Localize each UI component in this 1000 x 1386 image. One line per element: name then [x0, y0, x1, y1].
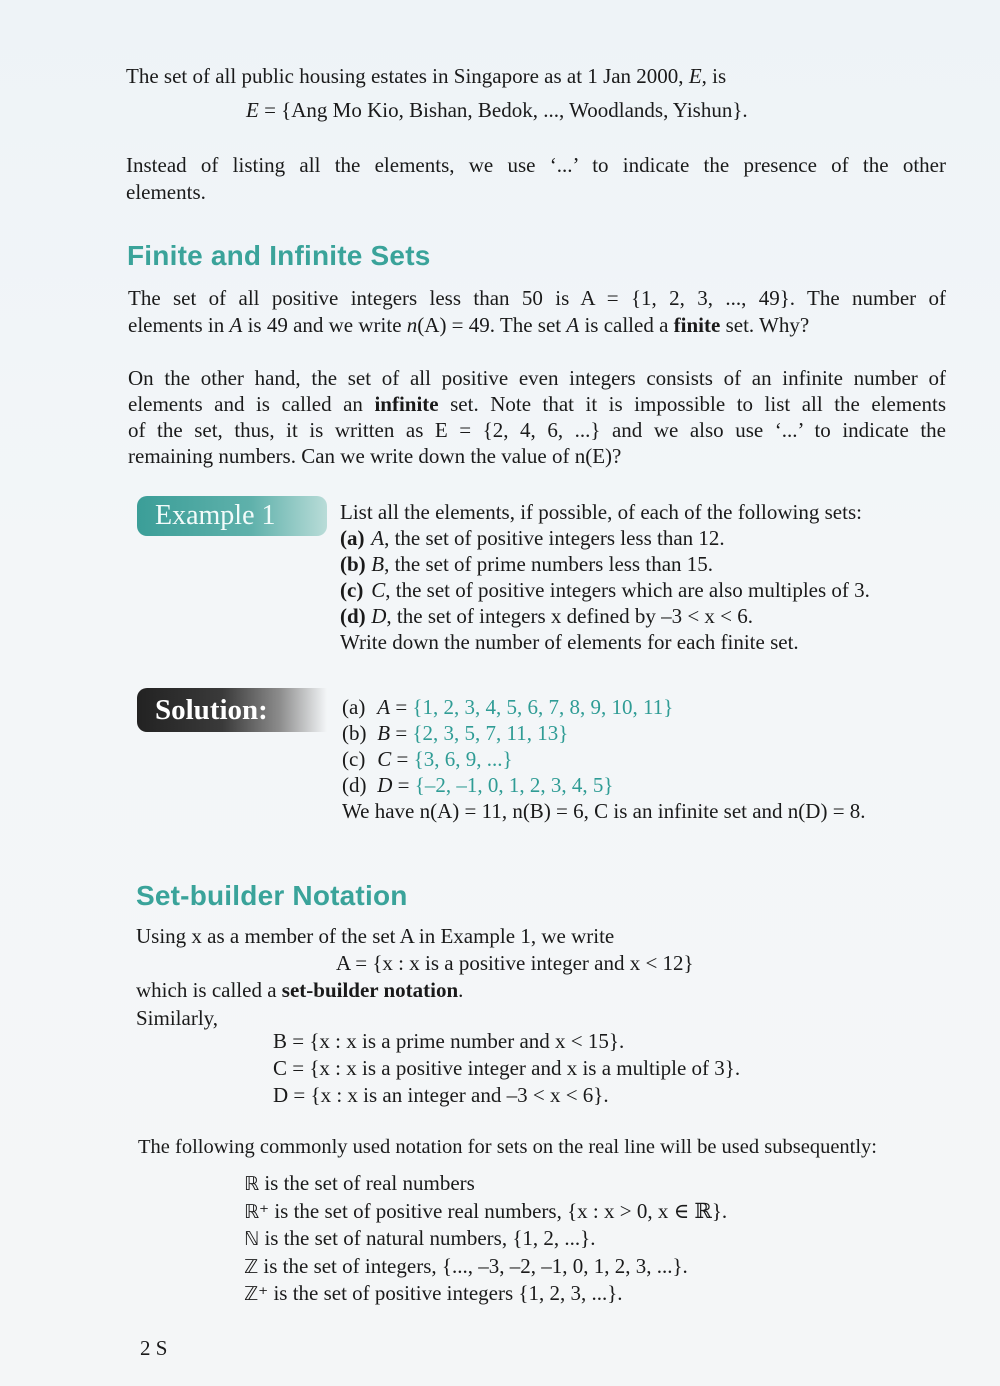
set-symbol-icon: ℕ — [244, 1228, 260, 1250]
intro-paragraph — [126, 152, 946, 206]
item-eq: = — [392, 773, 415, 797]
set-builder-equation-c: C = {x : x is a positive integer and x is a multiple of 3}. — [273, 1056, 741, 1080]
text: set. Why? — [720, 313, 810, 337]
item-var: D — [371, 604, 387, 628]
text: . — [458, 978, 464, 1002]
solution-item — [342, 772, 952, 798]
solution-summary: We have n(A) = 11, n(B) = 6, C is an infinite set and n(D) = 8. — [342, 799, 866, 823]
item-eq: = — [391, 747, 414, 771]
item-label: (c) — [340, 578, 364, 602]
notation-item — [244, 1198, 727, 1226]
solution-item — [342, 720, 952, 746]
answer-set: {2, 3, 5, 7, 11, 13} — [412, 721, 569, 745]
set-builder-intro: Using x as a member of the set A in Example 1, we write — [136, 924, 615, 948]
example-closing: Write down the number of elements for each finite set. — [340, 630, 799, 654]
item-label: (b) — [340, 552, 366, 576]
notation-text: is the set of real numbers — [259, 1171, 475, 1195]
item-label: (a) — [340, 526, 365, 550]
set-builder-equation-a: A = {x : x is a positive integer and x < 12} — [336, 951, 694, 975]
item-label: (d) — [342, 773, 367, 797]
notation-item — [244, 1225, 727, 1253]
set-symbol-icon: ℤ⁺ — [244, 1283, 269, 1305]
set-symbol-icon: ℤ — [244, 1255, 259, 1278]
equation-var: E — [246, 98, 259, 122]
section-heading-set-builder: Set-builder Notation — [136, 880, 408, 911]
intro-text-end: , is — [701, 64, 727, 88]
item-text: , the set of prime numbers less than 15. — [384, 552, 714, 576]
text: which is called a — [136, 978, 282, 1002]
answer-set: {3, 6, 9, ...} — [413, 747, 513, 771]
example-prompt: List all the elements, if possible, of each of the following sets: — [340, 500, 862, 524]
infinite-paragraph-line — [128, 391, 946, 417]
solution-item — [342, 694, 952, 720]
set-symbol-icon: ℝ — [244, 1173, 260, 1195]
housing-equation — [246, 97, 748, 124]
infinite-paragraph-line: remaining numbers. Can we write down the value of n(E)? — [128, 444, 622, 468]
set-builder-equation-b: B = {x : x is a prime number and x < 15}. — [273, 1029, 625, 1053]
notation-text: is the set of positive integers {1, 2, 3, ...}. — [268, 1281, 623, 1305]
set-builder-definition — [136, 977, 463, 1004]
answer-set: {–2, –1, 0, 1, 2, 3, 4, 5} — [414, 773, 614, 797]
answer-set: {1, 2, 3, 4, 5, 6, 7, 8, 9, 10, 11} — [412, 695, 674, 719]
page-number: 2 S — [140, 1336, 168, 1360]
example-content — [340, 499, 950, 655]
notation-item — [244, 1280, 727, 1308]
infinite-paragraph — [128, 365, 946, 469]
set-builder-equation-d: D = {x : x is an integer and –3 < x < 6}. — [273, 1083, 609, 1107]
item-label: (c) — [342, 747, 366, 771]
item-var: D — [377, 773, 393, 797]
example-badge: Example 1 — [137, 496, 327, 536]
example-items — [340, 525, 950, 629]
equation-rest: = {Ang Mo Kio, Bishan, Bedok, ..., Woodlands, Yishun}. — [258, 98, 748, 122]
section-heading-finite: Finite and Infinite Sets — [127, 240, 431, 271]
intro-var: E — [688, 64, 702, 88]
item-var: C — [377, 747, 392, 771]
item-label: (b) — [342, 721, 367, 745]
intro-paragraph-line: elements. — [126, 180, 206, 204]
solution-items — [342, 694, 952, 798]
example-item — [340, 551, 950, 577]
var: A — [566, 313, 580, 337]
term-set-builder: set-builder notation — [281, 978, 459, 1002]
solution-content — [342, 694, 952, 824]
item-label: (d) — [340, 604, 366, 628]
notation-list — [244, 1170, 727, 1308]
text: elements and is called an — [128, 392, 375, 416]
term-infinite: infinite — [374, 392, 439, 416]
text: set. Note that it is impossible to list all the elements — [438, 392, 946, 416]
example-item — [340, 577, 950, 603]
item-text: , the set of positive integers less than 12. — [384, 526, 725, 550]
text: elements in — [128, 313, 230, 337]
finite-paragraph-line: The set of all positive integers less than 50 is A = {1, 2, 3, ..., 49}. The number of — [128, 286, 946, 310]
example-item — [340, 525, 950, 551]
intro-line — [126, 63, 726, 90]
infinite-paragraph-line: of the set, thus, it is written as E = {2, 4, 6, ...} and we also use ‘...’ to indicate the — [128, 418, 946, 442]
item-eq: = — [390, 695, 413, 719]
item-eq: = — [390, 721, 413, 745]
finite-paragraph — [128, 285, 946, 339]
notation-item — [244, 1253, 727, 1281]
item-var: A — [377, 695, 391, 719]
set-symbol-icon: ℝ⁺ — [244, 1200, 270, 1223]
intro-text: The set of all public housing estates in Singapore as at 1 Jan 2000, — [126, 64, 689, 88]
notation-text: is the set of integers, {..., –3, –2, –1, 0, 1, 2, 3, ...}. — [258, 1253, 688, 1278]
intro-paragraph-line: Instead of listing all the elements, we use ‘...’ to indicate the presence of the other — [126, 153, 946, 177]
item-var: C — [371, 578, 386, 602]
term-finite: finite — [673, 313, 721, 337]
solution-item — [342, 746, 952, 772]
item-text: , the set of positive integers which are also multiples of 3. — [385, 578, 870, 602]
text: is called a — [579, 313, 674, 337]
infinite-paragraph-line: On the other hand, the set of all positive even integers consists of an infinite number of — [128, 366, 946, 390]
var: A — [229, 313, 243, 337]
notation-item — [244, 1170, 727, 1198]
finite-paragraph-line — [128, 312, 946, 339]
item-var: B — [371, 552, 385, 576]
notation-intro: The following commonly used notation for sets on the real line will be used subsequently: — [138, 1136, 878, 1158]
example-item — [340, 603, 950, 629]
item-label: (a) — [342, 695, 366, 719]
text: (A) = 49. The set — [417, 313, 567, 337]
var: n — [406, 313, 418, 337]
similarly-label: Similarly, — [136, 1006, 219, 1030]
notation-text: is the set of positive real numbers, {x : x > 0, x ∈ ℝ}. — [269, 1198, 728, 1223]
item-text: , the set of integers x defined by –3 < x < 6. — [386, 604, 754, 628]
text: is 49 and we write — [242, 313, 407, 337]
item-var: B — [377, 721, 391, 745]
solution-badge: Solution: — [137, 688, 327, 732]
notation-text: is the set of natural numbers, {1, 2, ...}. — [259, 1226, 596, 1250]
item-var: A — [371, 526, 385, 550]
